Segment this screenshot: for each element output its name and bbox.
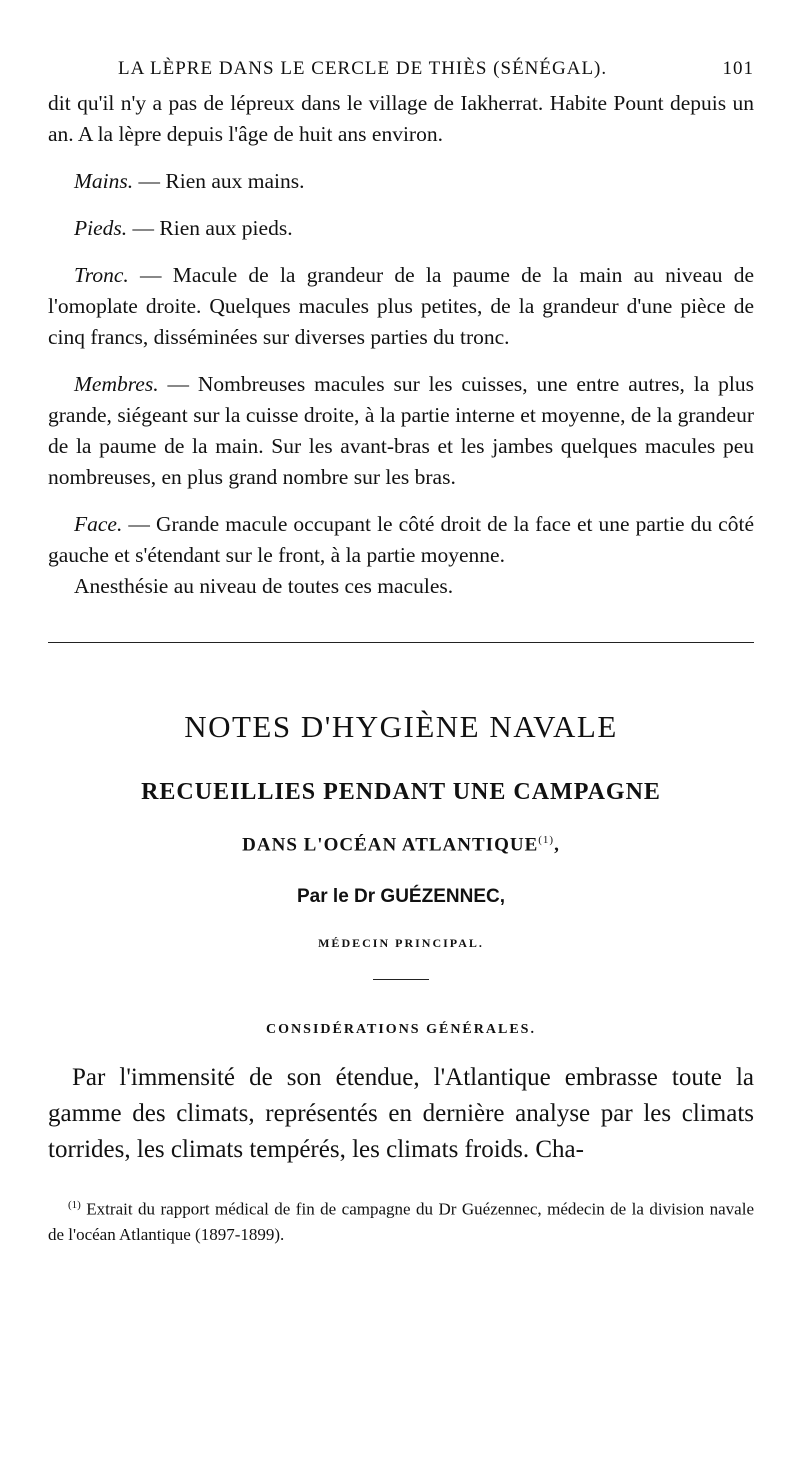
mains-lead: Mains. xyxy=(74,169,134,193)
tronc-text: — Macule de la grandeur de la paume de la main au niveau de l'omoplate droite. Quelques macules plus petites, de la grandeur d'une pièce de cinq francs, disséminées sur diverses parties du tronc. xyxy=(48,263,754,349)
pieds-text: — Rien aux pieds. xyxy=(127,216,293,240)
article-subtitle-line2: DANS L'OCÉAN ATLANTIQUE$^{(1)}$, xyxy=(242,834,560,856)
case-intro-paragraph: dit qu'il n'y a pas de lépreux dans le village de Iakherrat. Habite Pount depuis un an. A la lèpre depuis l'âge de huit ans environ. xyxy=(48,91,754,146)
short-divider xyxy=(373,979,429,980)
mains-paragraph xyxy=(48,166,754,197)
article-subtitle2-text: DANS L'OCÉAN ATLANTIQUE xyxy=(242,834,539,856)
article-author: Par le Dr GUÉZENNEC, xyxy=(297,886,505,908)
face-text: — Grande macule occupant le côté droit de la face et une partie du côté gauche et s'étendant sur le front, à la partie moyenne. xyxy=(48,512,754,567)
author-title: MÉDECIN PRINCIPAL. xyxy=(318,936,484,951)
pieds-lead: Pieds. xyxy=(74,216,128,240)
membres-text: — Nombreuses macules sur les cuisses, une entre autres, la plus grande, siégeant sur la cuisse droite, à la partie interne et moyenne, de la grandeur de la paume de la main. Sur les avant-bras et les jambes quelques macules peu nombreuses, en plus grand nombre sur les bras. xyxy=(48,372,754,489)
face-paragraph xyxy=(48,509,754,571)
article-title: NOTES D'HYGIÈNE NAVALE xyxy=(184,709,618,744)
footnote xyxy=(48,1193,754,1247)
article-body-paragraph: Par l'immensité de son étendue, l'Atlantique embrasse toute la gamme des climats, représentés en dernière analyse par les climats torrides, les climats tempérés, les climats froids. Cha- xyxy=(48,1064,754,1164)
running-head xyxy=(118,58,754,80)
mains-text: — Rien aux mains. xyxy=(133,169,305,193)
page-number: 101 xyxy=(722,58,754,79)
membres-lead: Membres. xyxy=(74,372,159,396)
section-divider xyxy=(48,642,754,643)
footnote-mark: (1) xyxy=(68,1199,81,1212)
anesthesie-paragraph: Anesthésie au niveau de toutes ces macules. xyxy=(74,574,454,598)
article-subtitle: RECUEILLIES PENDANT UNE CAMPAGNE xyxy=(141,779,661,805)
face-lead: Face. xyxy=(74,512,123,536)
section-heading: CONSIDÉRATIONS GÉNÉRALES. xyxy=(266,1022,536,1038)
footnote-text: Extrait du rapport médical de fin de campagne du Dr Guézennec, médecin de la division navale de l'océan Atlantique (1897-1899). xyxy=(48,1199,754,1244)
footnote-reference: (1) xyxy=(538,834,555,846)
document-page xyxy=(48,58,754,1264)
membres-paragraph xyxy=(48,369,754,493)
running-head-title: LA LÈPRE DANS LE CERCLE DE THIÈS (SÉNÉGAL). xyxy=(118,58,608,79)
tronc-lead: Tronc. xyxy=(74,263,129,287)
tronc-paragraph xyxy=(48,260,754,353)
pieds-paragraph xyxy=(48,213,754,244)
